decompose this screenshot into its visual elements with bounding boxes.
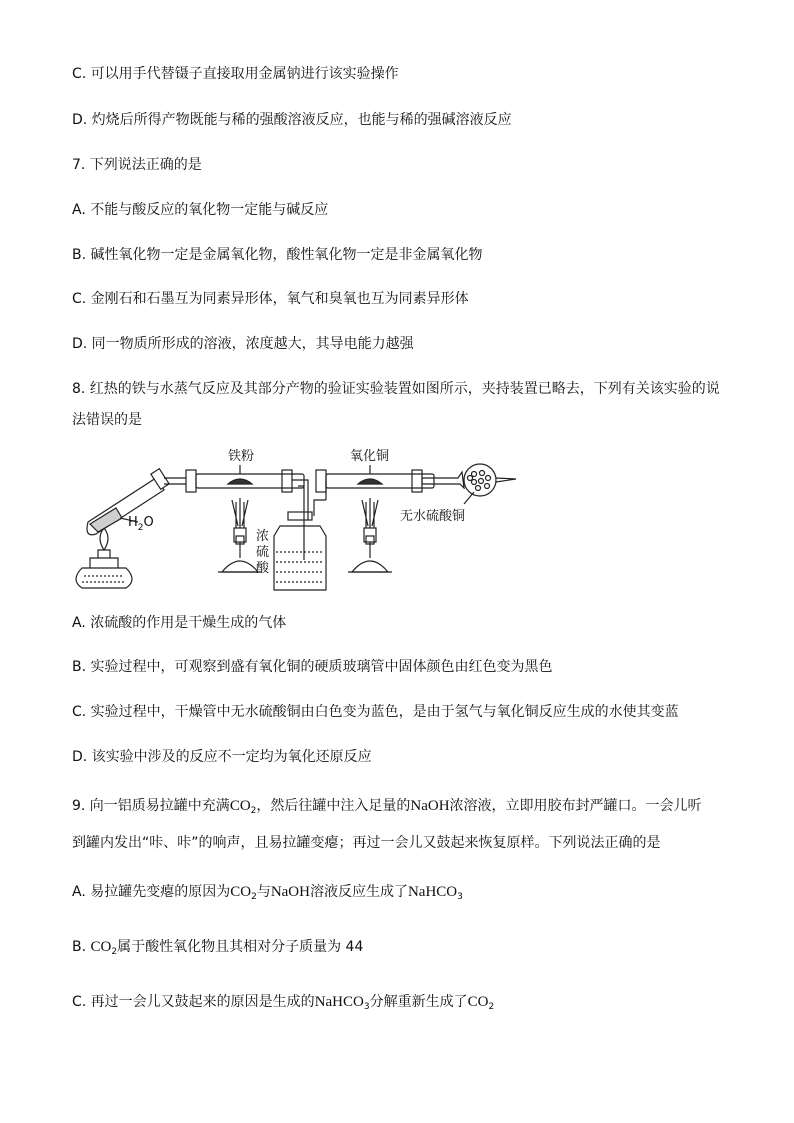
copper-oxide-tube xyxy=(316,465,434,492)
iron-powder-tube xyxy=(186,465,304,492)
q8-stem-line1: 8. 红热的铁与水蒸气反应及其部分产物的验证实验装置如图所示，夹持装置已略去，下列有关该实验的说 xyxy=(72,381,720,397)
q7-option-a: A. 不能与酸反应的氧化物一定能与碱反应 xyxy=(72,202,329,218)
spirit-lamp-left xyxy=(76,528,132,588)
label-acid-char1: 浓 xyxy=(256,529,270,544)
q7-option-b: B. 碱性氧化物一定是金属氧化物，酸性氧化物一定是非金属氧化物 xyxy=(72,247,483,263)
experiment-apparatus-figure xyxy=(60,440,540,600)
q8-option-a: A. 浓硫酸的作用是干燥生成的气体 xyxy=(72,615,287,631)
q9-option-b: B. $CO_2$属于酸性氧化物且其相对分子质量为 44 xyxy=(72,939,364,957)
q6-option-d: D. 灼烧后所得产物既能与稀的强酸溶液反应，也能与稀的强碱溶液反应 xyxy=(72,112,512,128)
burner-right xyxy=(348,498,392,572)
q9-option-c: C. 再过一会儿又鼓起来的原因是生成的NaHCO$_3$分解重新生成了$CO_2$ xyxy=(72,994,495,1012)
q8-stem-line2: 法错误的是 xyxy=(72,412,142,428)
drying-tube xyxy=(422,464,516,504)
label-anhydrous-cuso4: 无水硫酸铜 xyxy=(400,509,466,524)
q8-option-c: C. 实验过程中，干燥管中无水硫酸铜由白色变为蓝色，是由于氢气与氧化铜反应生成的水使其变蓝 xyxy=(72,704,679,720)
q6-option-c: C. 可以用手代替镊子直接取用金属钠进行该实验操作 xyxy=(72,66,399,82)
sulfuric-acid-bottle xyxy=(274,500,326,590)
label-acid-char2: 硫 xyxy=(256,545,270,560)
q9-stem-line2: 到罐内发出“咔、咔”的响声，且易拉罐变瘪；再过一会儿又鼓起来恢复原样。下列说法正确的是 xyxy=(72,835,661,851)
q7-option-d: D. 同一物质所形成的溶液，浓度越大，其导电能力越强 xyxy=(72,336,414,352)
q9-stem-line1: 9. 向一铝质易拉罐中充满$CO_2$，然后往罐中注入足量的NaOH浓溶液，立即用胶布封严罐口。一会儿听 xyxy=(72,798,702,816)
q8-option-b: B. 实验过程中，可观察到盛有氧化铜的硬质玻璃管中固体颜色由红色变为黑色 xyxy=(72,659,553,675)
label-iron-powder: 铁粉 xyxy=(228,449,255,464)
q7-stem: 7. 下列说法正确的是 xyxy=(72,157,202,173)
label-copper-oxide: 氧化铜 xyxy=(350,449,390,464)
q9-option-a: A. 易拉罐先变瘪的原因为$CO_2$与NaOH溶液反应生成了NaHCO$_3$ xyxy=(72,884,463,902)
q8-option-d: D. 该实验中涉及的反应不一定均为氧化还原反应 xyxy=(72,749,372,765)
label-water: $H_2O$ xyxy=(128,515,154,533)
label-acid-char3: 酸 xyxy=(256,561,270,576)
q7-option-c: C. 金刚石和石墨互为同素异形体，氧气和臭氧也互为同素异形体 xyxy=(72,291,469,307)
